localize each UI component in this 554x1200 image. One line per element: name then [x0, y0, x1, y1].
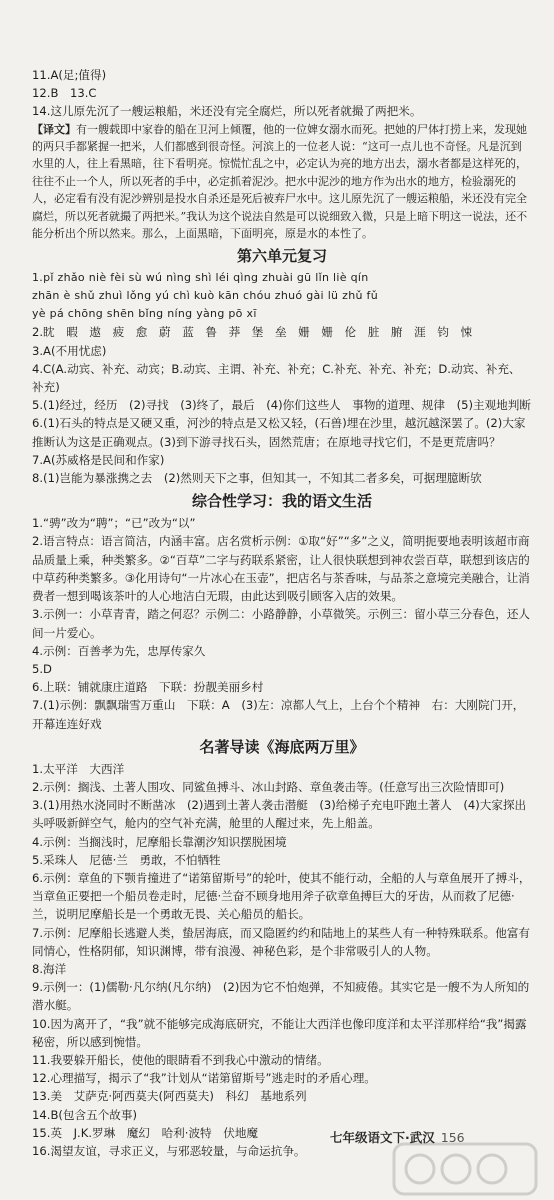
answer-line: 3.示例一：小草青青，踏之何忍？示例二：小路静静，小草微笑。示例三：留小草三分春色，还人间一片爱心。 — [32, 607, 531, 640]
section-title-classic-reading: 名著导读《海底两万里》 — [199, 737, 365, 756]
answer-line: 5.(1)经过，经历 (2)寻找 (3)终了，最后 (4)你们这些人 事物的道理、规律 (5)主观地判断 — [32, 398, 531, 413]
answer-line: 5.D — [32, 661, 52, 676]
answer-line: 3.(1)用热水浇同时不断凿冰 (2)遇到土著人袭击潜艇 (3)给梯子充电吓跑土著人 (4)大家探出头呼吸新鲜空气，舱内的空气补充满，舱里的人醒过来，先上船盖。 — [32, 798, 527, 831]
answer-line: 12.心理描写，揭示了“我”计划从“诺第留斯号”逃走时的矛盾心理。 — [32, 1071, 376, 1086]
answer-line: 6.示例：章鱼的下颚肯撞进了“诺第留斯号”的轮叶，使其不能行动，全船的人与章鱼展开了搏斗，当章鱼正要把一个船员卷走时，尼德·兰奋不顾身地用斧子砍章鱼搏巨大的牙齿，从而救了尼德·兰，说明尼摩船长是一个勇敢无畏、关心船员的船长。 — [32, 870, 531, 922]
answer-line: 7.示例：尼摩船长逃避人类，蛰居海底，而又隐匿约约和陆地上的某些人有一种特殊联系。他富有同情心，性格阴郁，知识渊博，带有浪漫、神秘色彩，是个非常吸引人的人物。 — [32, 925, 531, 958]
section-unit6-review — [32, 269, 532, 487]
answer-line: 4.示例：当搁浅时，尼摩船长靠潮汐知识摆脱困境 — [32, 834, 287, 849]
answer-line: 14.这儿原先沉了一艘运粮船，米还没有完全腐烂，所以死者就撮了两把米。 — [32, 104, 422, 119]
answer-line: 7.(1)示例：飘飘瑞雪万重山 下联：A (3)左：凉都人气上，上台个个精神 右：大刚院门开，开幕连连好戏 — [32, 698, 525, 731]
answer-line: 14.B(包含五个故事) — [32, 1107, 138, 1122]
answer-line: 1.“骋”改为“聘”；“已”改为“以” — [32, 516, 196, 531]
answer-line: 11.A(足;值得) — [32, 68, 107, 82]
answer-line: 8.(1)岂能为暴涨携之去 (2)然则天下之事，但知其一，不知其二者多矣，可据理臆断欤 — [32, 471, 482, 486]
answer-line: 3.A(不用忧虑) — [32, 343, 107, 358]
answer-line: 4.示例：百善孝为先，忠厚传家久 — [32, 643, 206, 658]
answer-line: 9.示例一：(1)儒勒·凡尔纳(凡尔纳) (2)因为它不怕炮弹，不知疲倦。其实它是一艘不为人所知的潜水艇。 — [32, 980, 530, 1013]
answer-line: 15.英 J.K.罗琳 魔幻 哈利·波特 伏地魔 — [32, 1125, 259, 1140]
translation-tag: 【译文】 — [32, 122, 76, 136]
section-title-unit6-review: 第六单元复习 — [236, 247, 327, 266]
answer-line: 11.我要躲开船长，使他的眼睛看不到我心中激动的情绪。 — [32, 1052, 329, 1067]
answer-content — [32, 66, 532, 1160]
answer-line: 2.示例：搁浅、土著人围攻、同鲨鱼搏斗、冰山封路、章鱼袭击等。(任意写出三次险情即可) — [32, 779, 505, 794]
answer-line: 10.因为离开了，“我”就不能够完成海底研究，不能让大西洋也像印度洋和太平洋那样给“我”揭露秘密，所以感到惋惜。 — [32, 1016, 527, 1049]
answer-line: 12.B 13.C — [32, 86, 97, 101]
answer-line: 7.A(苏威格是民间和作家) — [32, 452, 165, 467]
answer-line: 8.海洋 — [32, 961, 67, 976]
answer-line: 4.C(A.动宾、补充、动宾；B.动宾、主谓、补充、补充；C.补充、补充、补充；D.动宾、补充、补充) — [32, 361, 521, 395]
answer-line: 16.渴望友谊，寻求正义，与邪恶较量，与命运抗争。 — [32, 1143, 306, 1158]
pinyin-line: yè pá chōng shēn bǐng níng yàng pō xī — [32, 307, 257, 321]
answer-line: 6.上联：铺就康庄道路 下联：扮靓美丽乡村 — [32, 680, 264, 695]
answer-line: 13.美 艾萨克·阿西莫夫(阿西莫夫) 科幻 基地系列 — [32, 1089, 307, 1104]
footer-book-label: 七年级语文下·武汉 — [330, 1130, 435, 1145]
answer-line: 2.眈 暇 遨 疲 愈 蔚 蓝 鲁 莽 堡 垒 姗 姗 伦 脏 腑 涯 钧 悚 — [32, 325, 473, 340]
answer-line: 6.(1)石头的特点是又硬又重，河沙的特点是又松又轻，(石兽)埋在沙里，越沉越深罢了。(2)大家推断认为这是正确观点。(3)到下游寻找石头，固然荒唐；在原地寻找它们，不是更荒唐吗？ — [32, 416, 526, 449]
answers-block-a — [32, 66, 532, 121]
section-classic-reading — [32, 760, 532, 1160]
watermark-stamp — [390, 1138, 540, 1200]
answer-line: 1.太平洋 大西洋 — [32, 761, 125, 776]
answer-line: 5.采珠人 尼德·兰 勇敢，不怕牺牲 — [32, 852, 221, 867]
pinyin-line: 1.pǐ zhǎo niè fèi sù wú nìng shì léi qìng zhuài gū lǐn liè qín — [32, 271, 369, 285]
pinyin-line: zhān è shǔ zhuì lǒng yú chì kuò kān chóu zhuó gài lü zhǔ fǔ — [32, 289, 378, 303]
section-language-life — [32, 514, 532, 732]
translation-text: 有一艘载即中家眷的船在卫河上倾覆，他的一位婢女溺水而死。把她的尸体打捞上来，发现她的两只手都紧握一把米，人们都感到很奇怪。河滨上的一位老人说：“这可一点儿也不奇怪。凡是沉到水里的人，往上看黑暗，往下看明亮。惊慌忙乱之中，必定认为亮的地方出去，溺水者都是这样死的，往往不止一个人，所以死者的手中，必定抓着泥沙。把水中泥沙的地方作为出水的地方，检验溺死的人，必定看有没有泥沙辨别是投水自杀还是死后被弃尸水中。这儿原先沉了一艘运粮船，米还没有完全腐烂，所以死者就撮了两把米。”我认为这个说法自然是可以说细致入微，只是上暗下明这一说法，还不能分析出个所以然来。那么，上面黑暗，下面明亮，原是水的本性了。 — [32, 122, 528, 241]
page-number: 156 — [440, 1130, 465, 1145]
translation-paragraph — [32, 121, 532, 243]
answer-line: 2.语言特点：语言简洁，内涵丰富。店名赏析示例：①取“好”“多”之义，简明扼要地表明该超市商品质量上乘，种类繁多。②“百草”二字与药联系紧密，让人很快联想到神农尝百草，联想到该店的中草药种类繁多。③化用诗句“一片冰心在玉壶”，把店名与茶香味，与品茶之意境完美融合，让消费者一想到喝该茶叶的人心地洁白无瑕，由此达到吸引顾客入店的效果。 — [32, 534, 530, 604]
section-title-language-life: 综合性学习：我的语文生活 — [191, 492, 372, 511]
